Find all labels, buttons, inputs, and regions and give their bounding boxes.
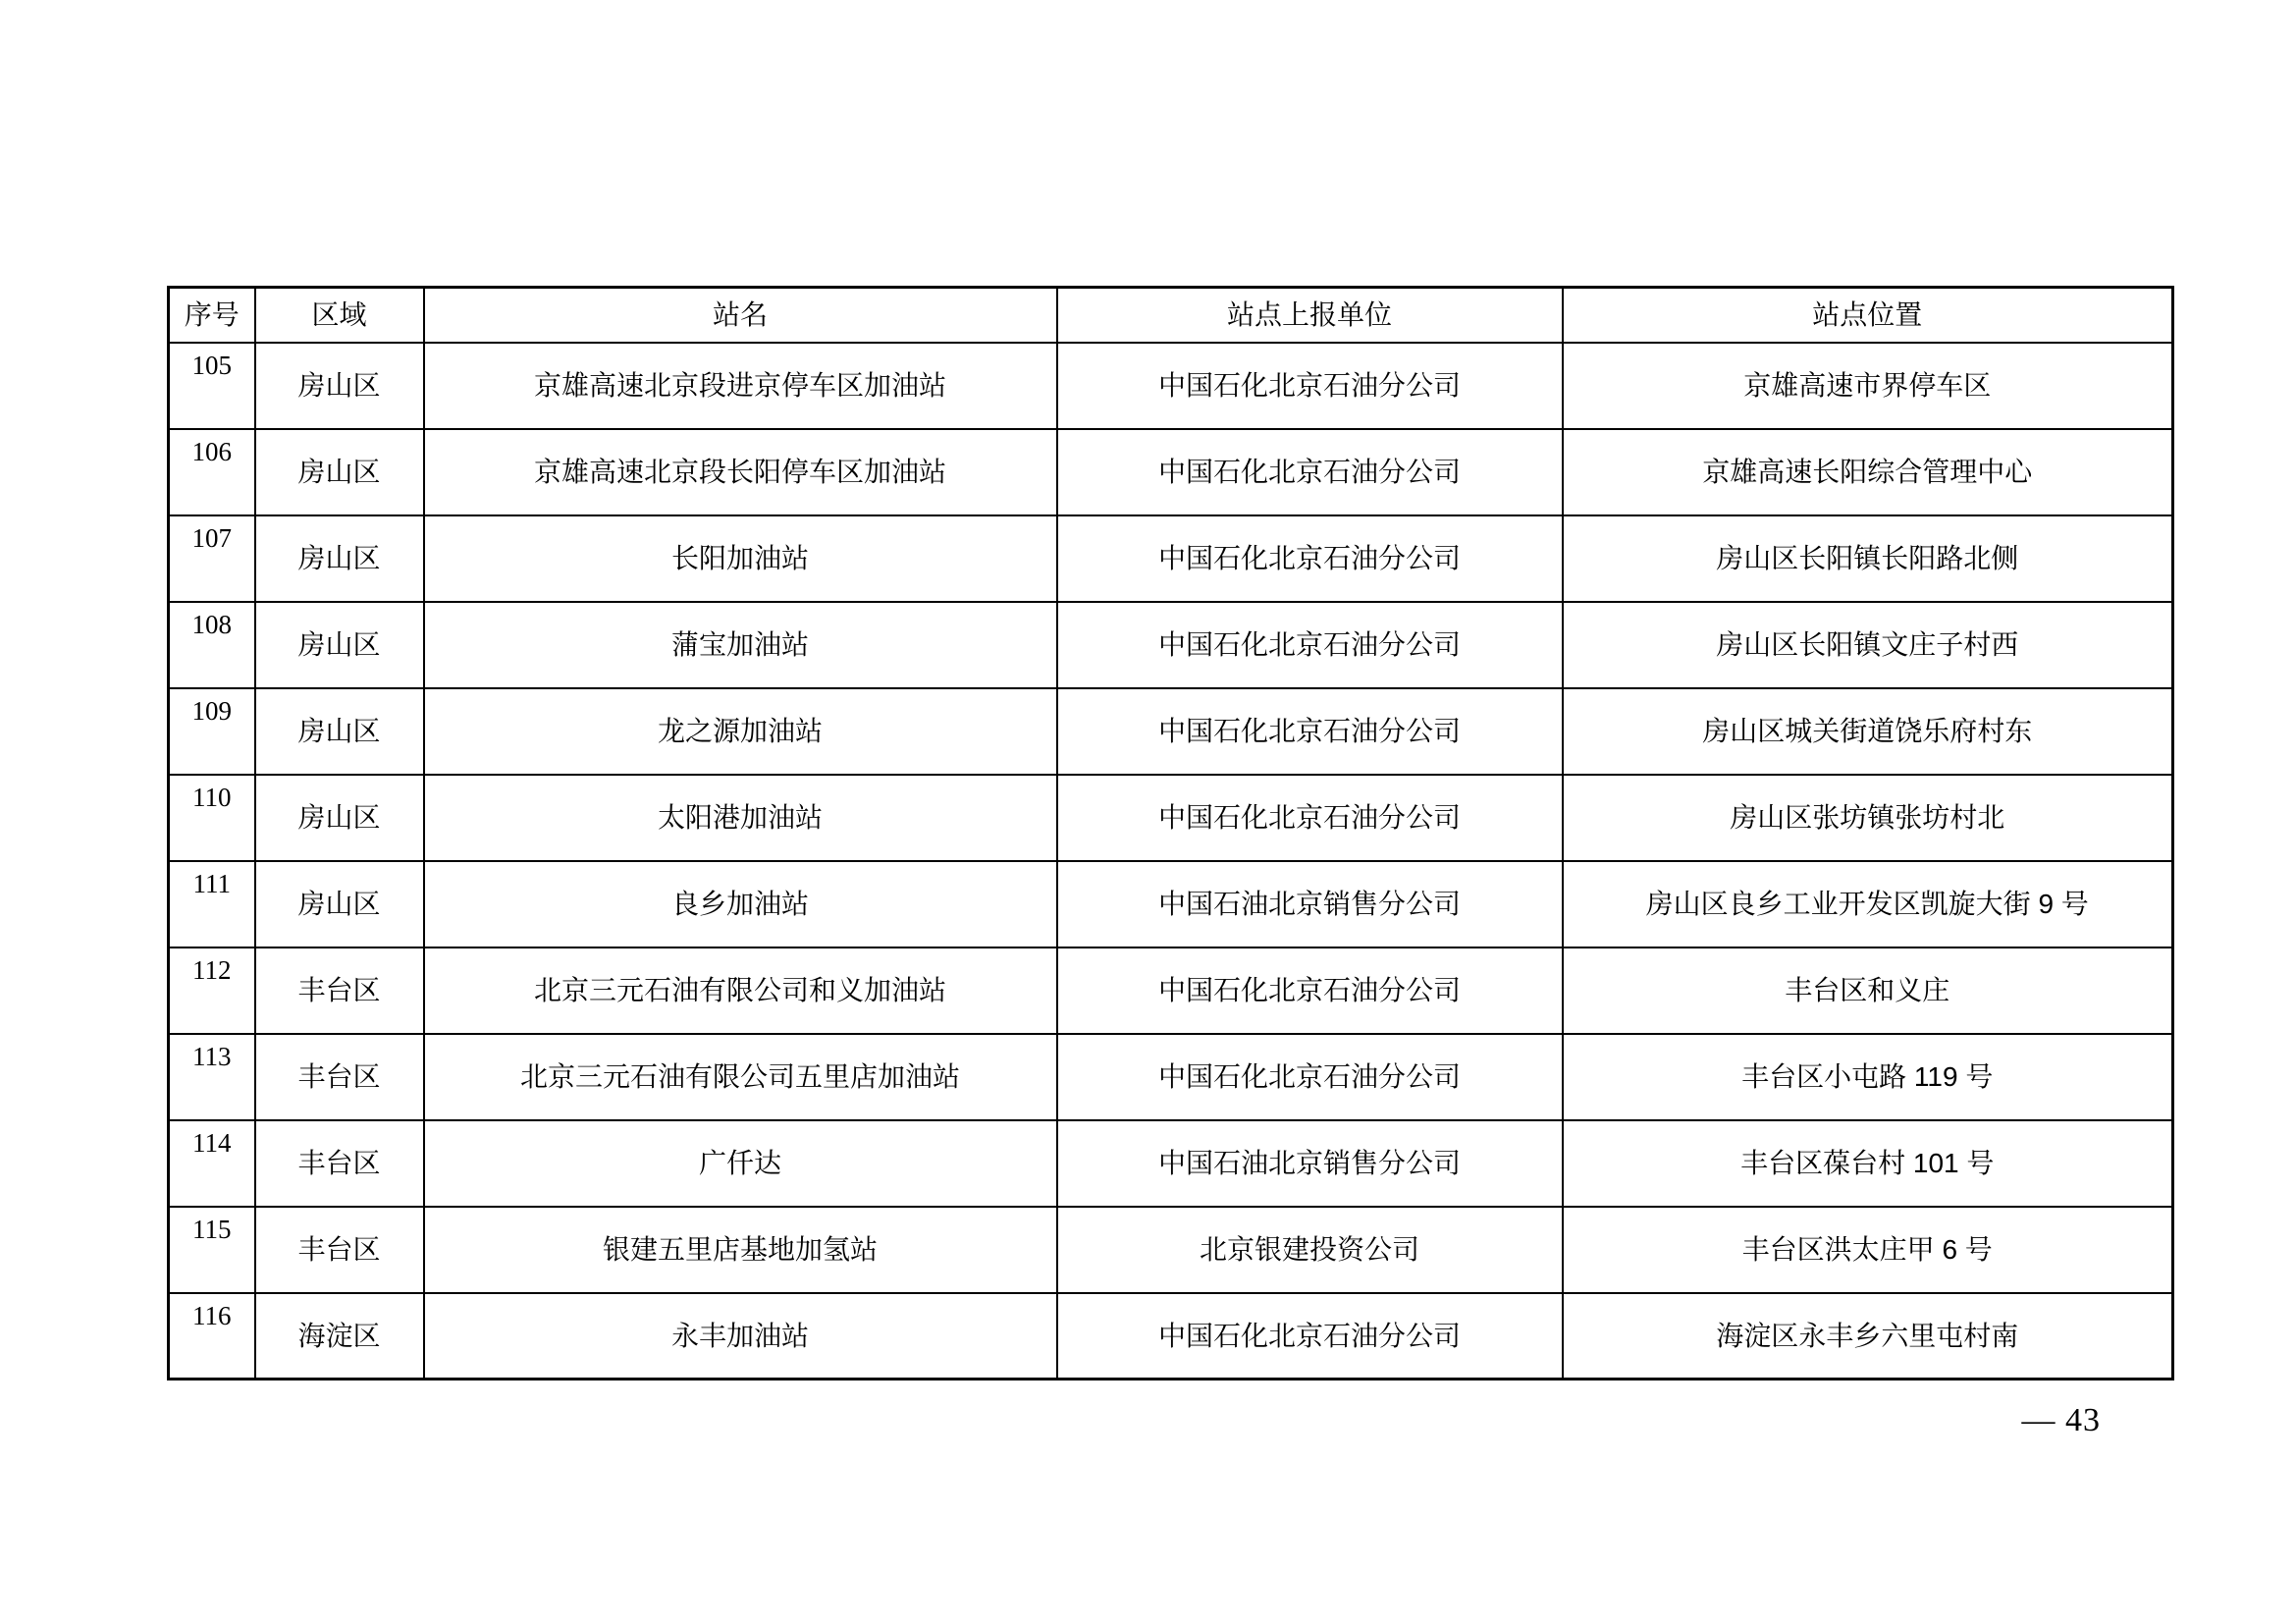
cell-location: 丰台区小屯路 119 号: [1563, 1034, 2173, 1120]
cell-region: 丰台区: [255, 947, 424, 1034]
cell-serial: 107: [169, 515, 255, 602]
cell-reporting-unit: 中国石化北京石油分公司: [1057, 343, 1563, 429]
cell-serial: 115: [169, 1207, 255, 1293]
cell-reporting-unit: 中国石化北京石油分公司: [1057, 947, 1563, 1034]
cell-station-name: 龙之源加油站: [424, 688, 1057, 775]
cell-region: 房山区: [255, 775, 424, 861]
cell-station-name: 永丰加油站: [424, 1293, 1057, 1380]
cell-serial: 110: [169, 775, 255, 861]
table-row: [169, 861, 2173, 947]
table-row: [169, 429, 2173, 515]
cell-location: 房山区张坊镇张坊村北: [1563, 775, 2173, 861]
table-row: [169, 1207, 2173, 1293]
column-header-region: 区域: [255, 288, 424, 343]
cell-station-name: 蒲宝加油站: [424, 602, 1057, 688]
cell-region: 海淀区: [255, 1293, 424, 1380]
page-number: — 43: [2021, 1402, 2101, 1438]
cell-serial: 113: [169, 1034, 255, 1120]
cell-reporting-unit: 中国石化北京石油分公司: [1057, 1293, 1563, 1380]
cell-location: 丰台区洪太庄甲 6 号: [1563, 1207, 2173, 1293]
cell-location: 房山区长阳镇长阳路北侧: [1563, 515, 2173, 602]
cell-reporting-unit: 中国石化北京石油分公司: [1057, 602, 1563, 688]
cell-reporting-unit: 中国石化北京石油分公司: [1057, 429, 1563, 515]
cell-region: 丰台区: [255, 1120, 424, 1207]
cell-region: 房山区: [255, 515, 424, 602]
cell-reporting-unit: 中国石化北京石油分公司: [1057, 1034, 1563, 1120]
cell-serial: 108: [169, 602, 255, 688]
cell-region: 房山区: [255, 429, 424, 515]
table-row: [169, 515, 2173, 602]
table-body: [169, 343, 2173, 1380]
table-row: [169, 688, 2173, 775]
cell-station-name: 京雄高速北京段长阳停车区加油站: [424, 429, 1057, 515]
cell-reporting-unit: 中国石油北京销售分公司: [1057, 861, 1563, 947]
cell-station-name: 北京三元石油有限公司和义加油站: [424, 947, 1057, 1034]
cell-location: 丰台区和义庄: [1563, 947, 2173, 1034]
cell-station-name: 太阳港加油站: [424, 775, 1057, 861]
cell-location: 房山区良乡工业开发区凯旋大街 9 号: [1563, 861, 2173, 947]
table-row: [169, 602, 2173, 688]
cell-station-name: 北京三元石油有限公司五里店加油站: [424, 1034, 1057, 1120]
cell-region: 丰台区: [255, 1034, 424, 1120]
cell-location: 海淀区永丰乡六里屯村南: [1563, 1293, 2173, 1380]
column-header-serial: 序号: [169, 288, 255, 343]
cell-location: 京雄高速长阳综合管理中心: [1563, 429, 2173, 515]
cell-serial: 109: [169, 688, 255, 775]
table-row: [169, 1034, 2173, 1120]
header-row: [169, 288, 2173, 343]
cell-serial: 116: [169, 1293, 255, 1380]
cell-location: 丰台区葆台村 101 号: [1563, 1120, 2173, 1207]
cell-reporting-unit: 中国石油北京销售分公司: [1057, 1120, 1563, 1207]
cell-location: 房山区城关街道饶乐府村东: [1563, 688, 2173, 775]
cell-region: 房山区: [255, 602, 424, 688]
cell-station-name: 广仟达: [424, 1120, 1057, 1207]
column-header-station-name: 站名: [424, 288, 1057, 343]
cell-station-name: 银建五里店基地加氢站: [424, 1207, 1057, 1293]
cell-reporting-unit: 北京银建投资公司: [1057, 1207, 1563, 1293]
table-row: [169, 947, 2173, 1034]
cell-station-name: 长阳加油站: [424, 515, 1057, 602]
table-row: [169, 1120, 2173, 1207]
table-row: [169, 775, 2173, 861]
cell-serial: 114: [169, 1120, 255, 1207]
cell-region: 房山区: [255, 343, 424, 429]
cell-serial: 105: [169, 343, 255, 429]
cell-station-name: 良乡加油站: [424, 861, 1057, 947]
stations-table-container: [167, 286, 2171, 1380]
cell-serial: 106: [169, 429, 255, 515]
cell-region: 房山区: [255, 688, 424, 775]
cell-reporting-unit: 中国石化北京石油分公司: [1057, 688, 1563, 775]
column-header-location: 站点位置: [1563, 288, 2173, 343]
table-row: [169, 1293, 2173, 1380]
cell-location: 房山区长阳镇文庄子村西: [1563, 602, 2173, 688]
cell-serial: 112: [169, 947, 255, 1034]
cell-station-name: 京雄高速北京段进京停车区加油站: [424, 343, 1057, 429]
table-row: [169, 343, 2173, 429]
cell-serial: 111: [169, 861, 255, 947]
cell-region: 房山区: [255, 861, 424, 947]
cell-reporting-unit: 中国石化北京石油分公司: [1057, 515, 1563, 602]
cell-reporting-unit: 中国石化北京石油分公司: [1057, 775, 1563, 861]
column-header-reporting-unit: 站点上报单位: [1057, 288, 1563, 343]
cell-region: 丰台区: [255, 1207, 424, 1293]
stations-table: [167, 286, 2174, 1380]
cell-location: 京雄高速市界停车区: [1563, 343, 2173, 429]
